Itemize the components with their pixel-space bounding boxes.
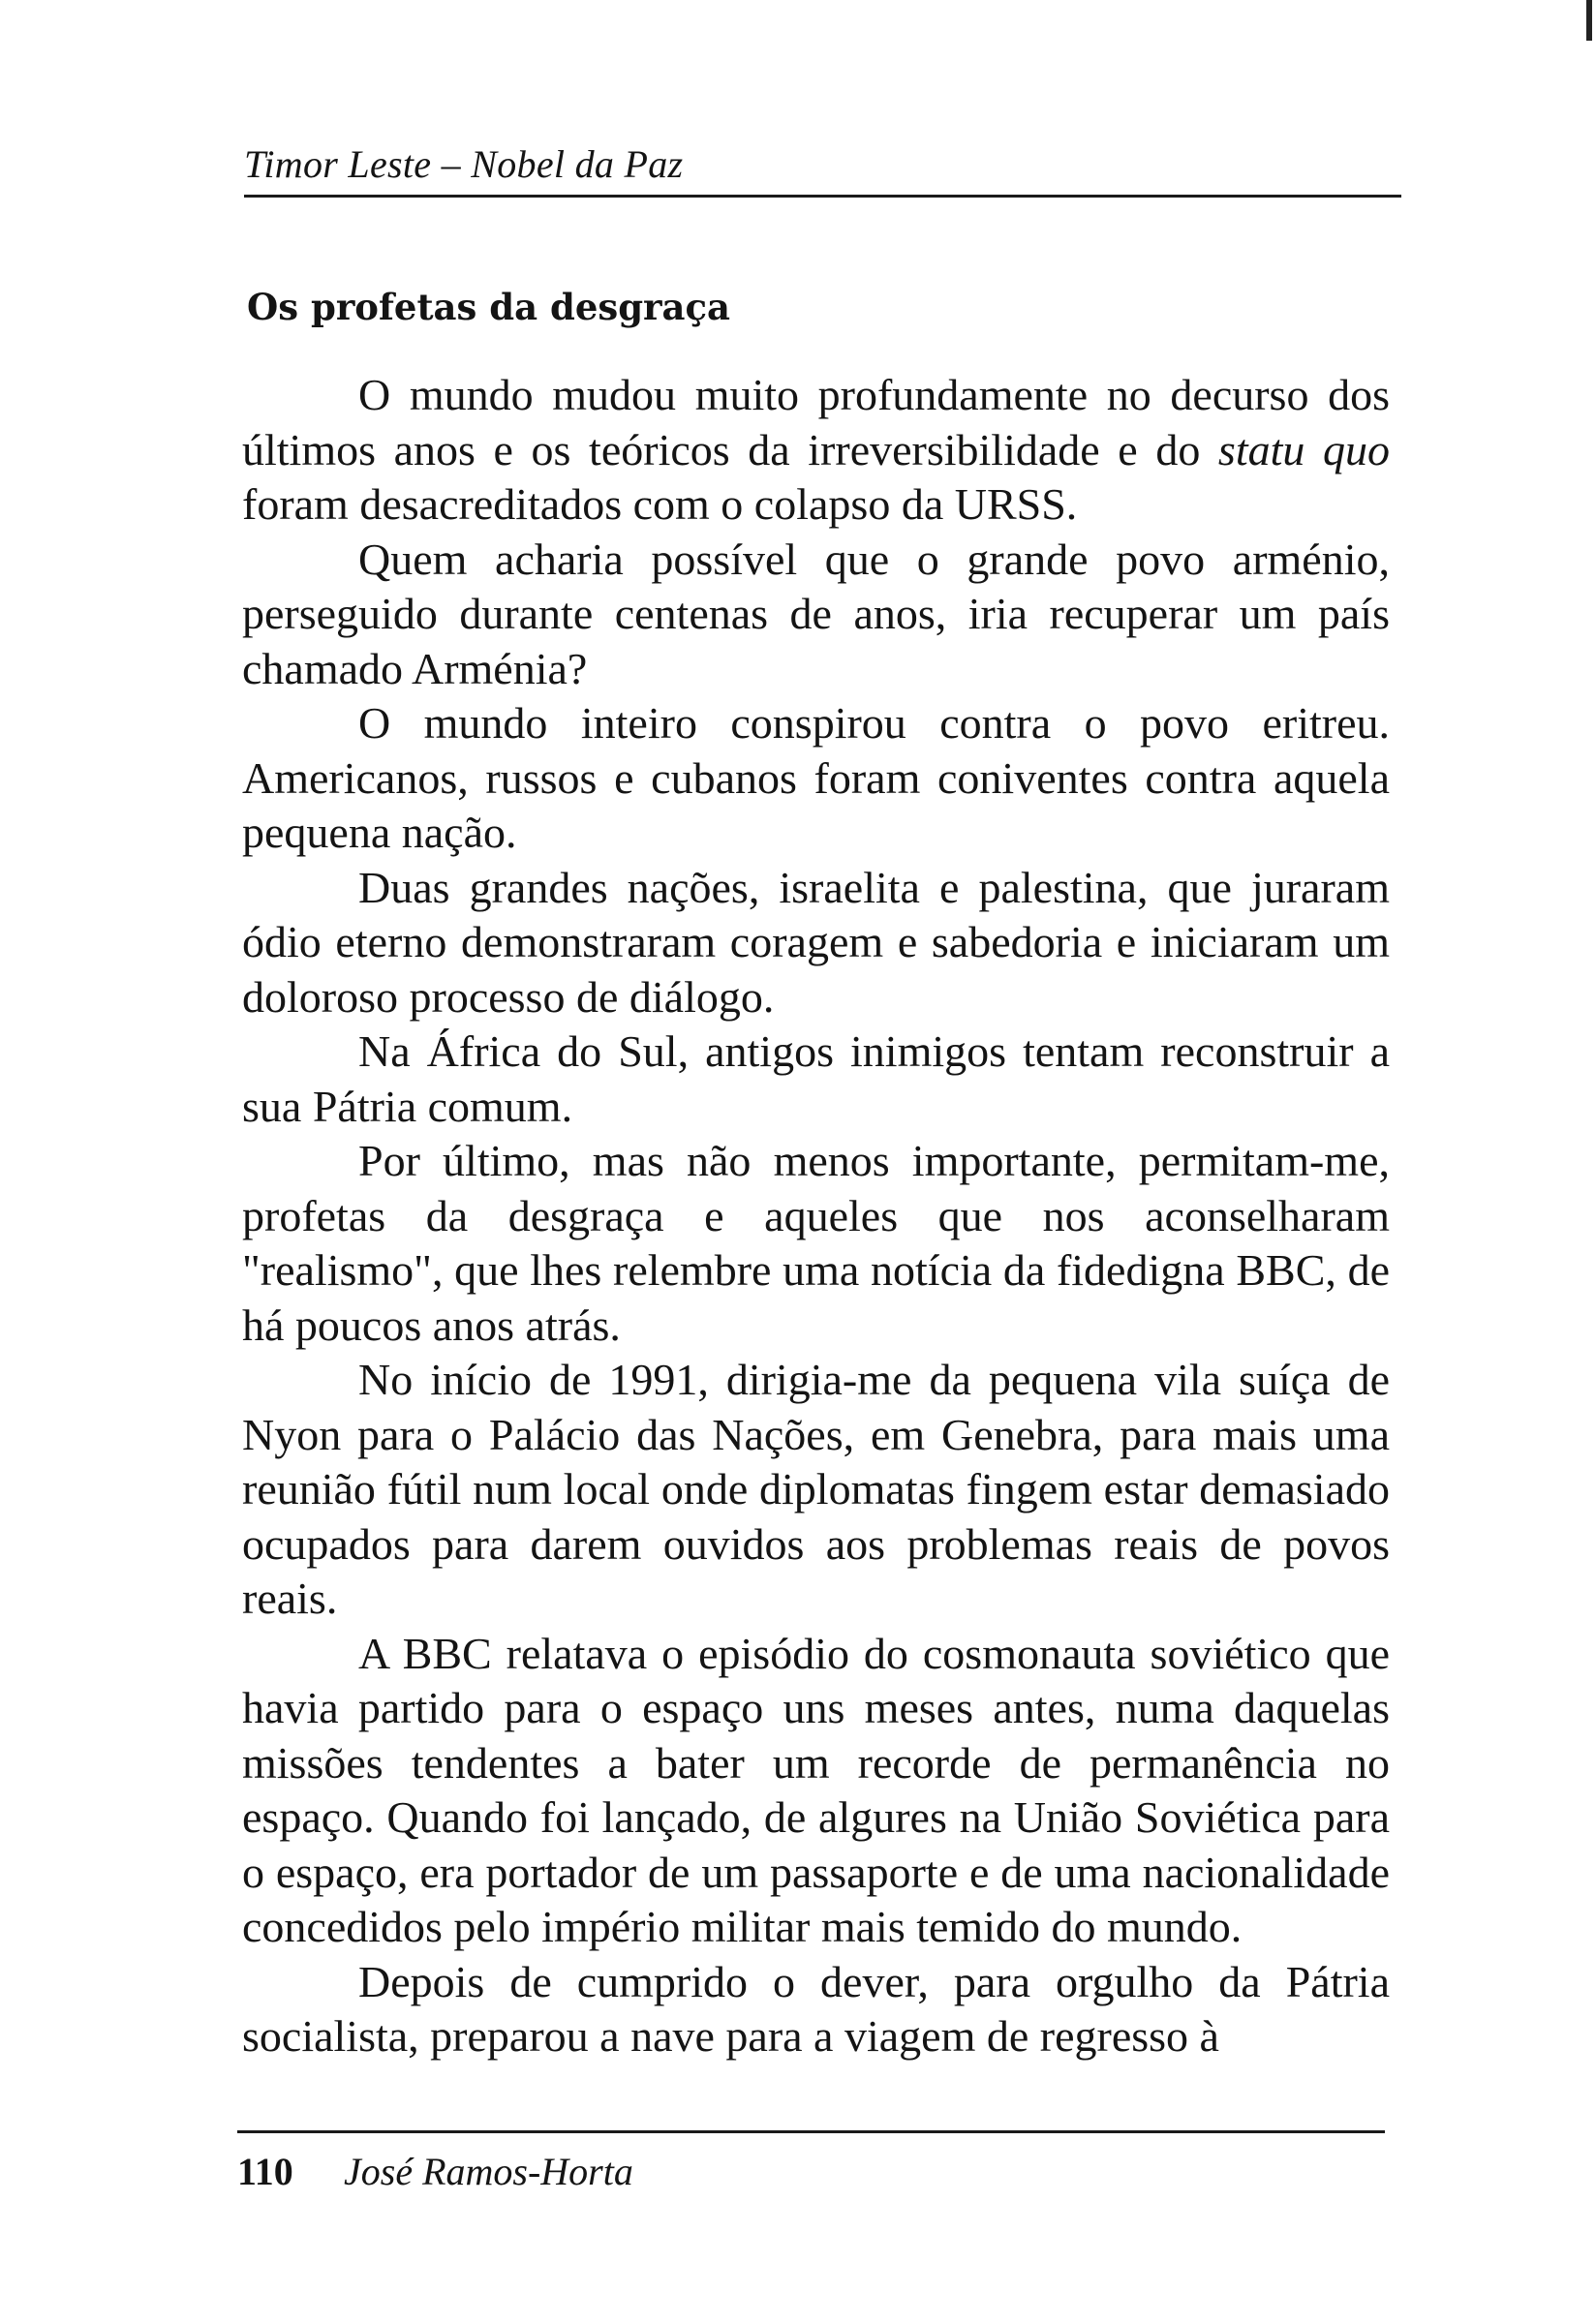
paragraph: Depois de cumprido o dever, para orgulho da Pátria socialista, preparou a nave para a viagem de regresso à	[242, 1956, 1390, 2061]
running-header	[244, 140, 1401, 199]
page-edge-mark	[1586, 0, 1592, 41]
paragraph: Na África do Sul, antigos inimigos tentam reconstruir a sua Pátria comum.	[242, 1026, 1390, 1131]
paragraph: Duas grandes nações, israelita e palestina, que juraram ódio eterno demonstraram coragem e sabedoria e iniciaram um doloroso processo de diálogo.	[242, 862, 1390, 1022]
paragraph-text: O mundo mudou muito profundamente no decurso dos últimos anos e os teóricos da irreversibilidade e do	[242, 370, 1390, 474]
paragraph: Por último, mas não menos importante, permitam-me, profetas da desgraça e aqueles que nos aconselharam "realismo", que lhes relembre uma notícia da fidedigna BBC, de há poucos anos atrás.	[242, 1136, 1390, 1350]
section-heading: Os profetas da desgraça	[247, 286, 731, 328]
paragraph: Quem acharia possível que o grande povo arménio, perseguido durante centenas de anos, iria recuperar um país chamado Arménia?	[242, 534, 1390, 693]
body-text	[242, 368, 1390, 2064]
running-header-title: Timor Leste – Nobel da Paz	[244, 142, 684, 186]
latin-phrase: statu quo	[1217, 424, 1390, 474]
page-number: 110	[237, 2150, 293, 2193]
running-footer	[237, 2130, 1385, 2208]
paragraph-text-tail: foram desacreditados com o colapso da URSS.	[242, 479, 1078, 529]
footer-author: José Ramos-Horta	[344, 2150, 633, 2193]
header-rule	[244, 195, 1401, 198]
footer-rule	[237, 2130, 1385, 2133]
paragraph: O mundo inteiro conspirou contra o povo eritreu. Americanos, russos e cubanos foram coniventes contra aquela pequena nação.	[242, 698, 1390, 857]
paragraph: A BBC relatava o episódio do cosmonauta soviético que havia partido para o espaço uns meses antes, numa daquelas missões tendentes a bater um recorde de permanência no espaço. Quando foi lançado, de algures na União Soviética para o espaço, era portador de um passaporte e de uma nacionalidade concedidos pelo império militar mais temido do mundo.	[242, 1628, 1390, 1951]
paragraph	[242, 368, 1390, 533]
paragraph: No início de 1991, dirigia-me da pequena vila suíça de Nyon para o Palácio das Nações, em Genebra, para mais uma reunião fútil num local onde diplomatas fingem estar demasiado ocupados para darem ouvidos aos problemas reais de povos reais.	[242, 1355, 1390, 1623]
